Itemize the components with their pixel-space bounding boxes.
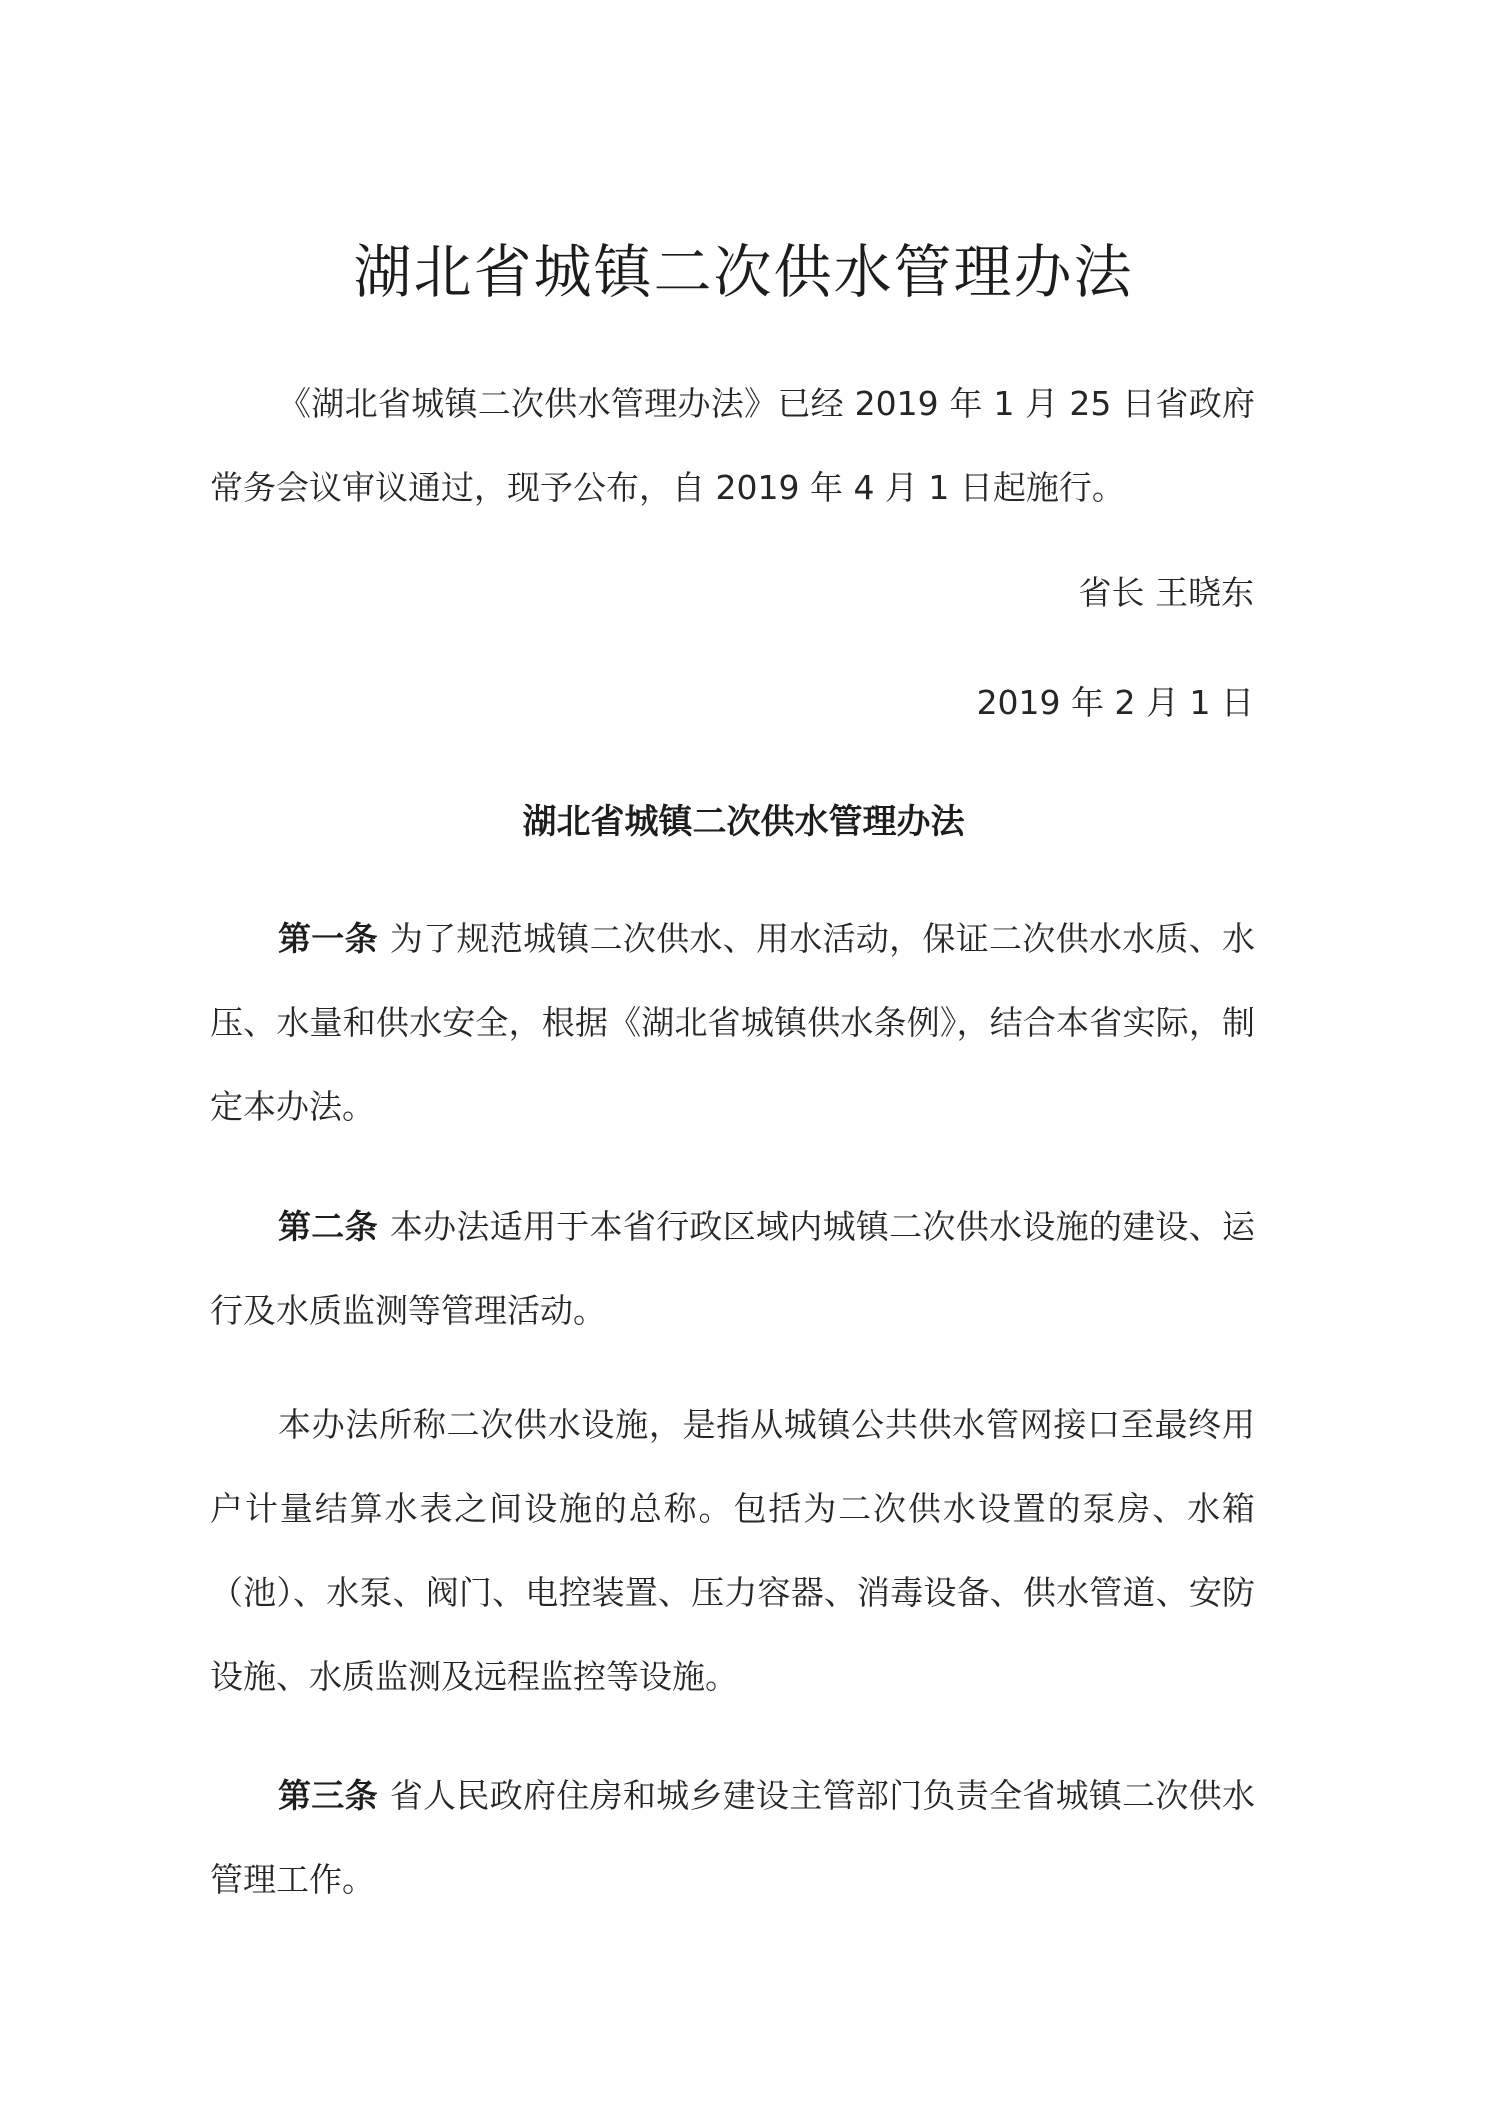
article-1-heading: 第一条 (278, 919, 378, 958)
signer: 省长 王晓东 (1078, 573, 1254, 612)
article-3 (210, 1754, 1255, 1922)
article-2-text: 本办法适用于本省行政区域内城镇二次供水设施的建设、运行及水质监测等管理活动。 (210, 1207, 1256, 1330)
document-title: 湖北省城镇二次供水管理办法 (353, 238, 1134, 306)
signing-date: 2019 年 2 月 1 日 (976, 683, 1254, 722)
article-2 (210, 1185, 1255, 1353)
article-3-heading: 第三条 (278, 1776, 378, 1815)
article-1-text: 为了规范城镇二次供水、用水活动，保证二次供水水质、水压、水量和供水安全，根据《湖北省城镇供水条例》，结合本省实际，制定本办法。 (210, 919, 1256, 1126)
regulation-title: 湖北省城镇二次供水管理办法 (522, 802, 965, 842)
article-3-text: 省人民政府住房和城乡建设主管部门负责全省城镇二次供水管理工作。 (210, 1776, 1256, 1899)
article-2-heading: 第二条 (278, 1207, 378, 1246)
article-2-paragraph-2: 本办法所称二次供水设施，是指从城镇公共供水管网接口至最终用户计量结算水表之间设施的总称。包括为二次供水设置的泵房、水箱（池）、水泵、阀门、电控装置、压力容器、消毒设备、供水管道、安防设施、水质监测及远程监控等设施。 (210, 1405, 1255, 1696)
article-1 (210, 897, 1255, 1149)
promulgation-notice: 《湖北省城镇二次供水管理办法》已经 2019 年 1 月 25 日省政府常务会议审议通过，现予公布，自 2019 年 4 月 1 日起施行。 (210, 384, 1255, 507)
